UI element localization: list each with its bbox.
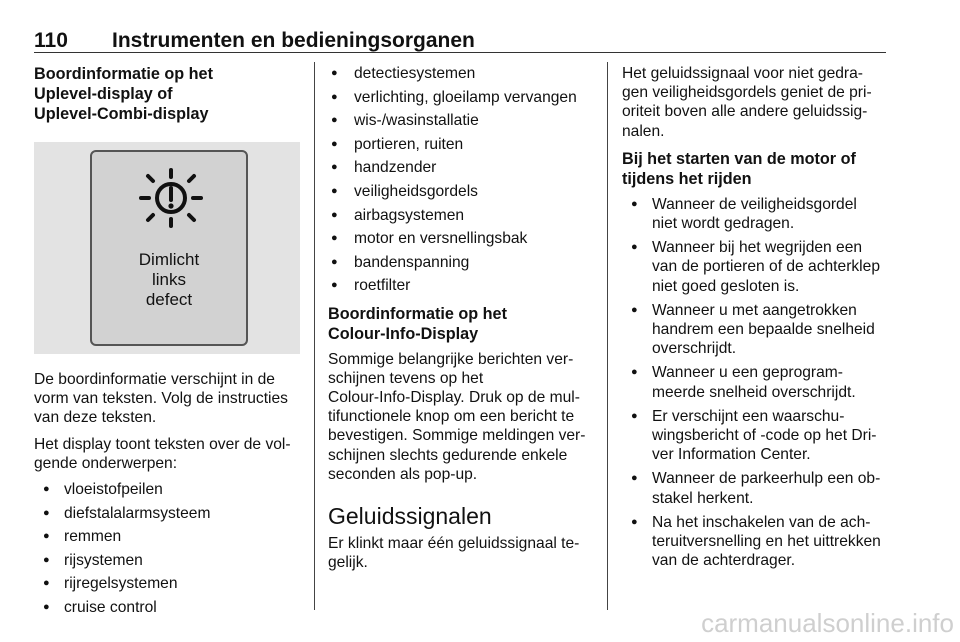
message-line: Dimlicht bbox=[138, 250, 200, 269]
list-item: ● Er verschijnt een waarschu- wingsbericht of -code op het Dri- ver Information Center. bbox=[622, 407, 890, 465]
topics-paragraph: Het display toont teksten over de vol- gende onderwerpen: bbox=[34, 435, 291, 472]
list-item: ● rijsystemen bbox=[34, 551, 300, 570]
heading-line: Uplevel-display of bbox=[34, 85, 173, 103]
list-item: ● detectiesystemen bbox=[328, 64, 592, 83]
column-2 bbox=[328, 64, 592, 579]
list-item: ● motor en versnellingsbak bbox=[328, 229, 592, 248]
list-item: ● remmen bbox=[34, 527, 300, 546]
list-item: ● Wanneer u met aangetrokken handrem een bepaalde snelheid overschrijdt. bbox=[622, 301, 890, 359]
column-3 bbox=[622, 64, 890, 578]
list-item: ● veiligheidsgordels bbox=[328, 182, 592, 201]
list-item: ● cruise control bbox=[34, 598, 300, 617]
list-item: ● wis-/wasinstallatie bbox=[328, 111, 592, 130]
column-1 bbox=[34, 64, 300, 625]
section-heading-uplevel bbox=[34, 64, 300, 124]
section-heading-starting: Bij het starten van de motor of tijdens het rijden bbox=[622, 149, 856, 188]
list-item: ● roetfilter bbox=[328, 276, 592, 295]
column-divider-2 bbox=[607, 62, 608, 610]
section-heading-colour-info: Boordinformatie op het Colour-Info-Display bbox=[328, 304, 507, 343]
list-item: ● verlichting, gloeilamp vervangen bbox=[328, 88, 592, 107]
heading-line: Uplevel-Combi-display bbox=[34, 105, 209, 123]
priority-paragraph: Het geluidssignaal voor niet gedra- gen veiligheidsgordels geniet de pri- oriteit boven alle andere geluidssig- nalen. bbox=[622, 65, 872, 140]
topics-list bbox=[34, 480, 300, 617]
intro-paragraph: De boordinformatie verschijnt in de vorm van teksten. Volg de instructies van deze teksten. bbox=[34, 371, 288, 427]
conditions-list bbox=[622, 195, 890, 571]
list-item: ● Wanneer de parkeerhulp een ob- stakel herkent. bbox=[622, 469, 890, 507]
list-item: ● diefstalalarmsysteem bbox=[34, 504, 300, 523]
list-item: ● handzender bbox=[328, 158, 592, 177]
list-item: ● bandenspanning bbox=[328, 253, 592, 272]
display-message bbox=[92, 250, 246, 310]
display-illustration bbox=[34, 142, 300, 354]
page-title: Instrumenten en bedieningsorganen bbox=[112, 29, 475, 52]
column-divider-1 bbox=[314, 62, 315, 610]
list-item: ● Wanneer de veiligheidsgordel niet wordt gedragen. bbox=[622, 195, 890, 233]
heading-line: Boordinformatie op het bbox=[34, 65, 213, 83]
page-number: 110 bbox=[34, 29, 68, 52]
page-header bbox=[34, 30, 886, 53]
lamp-defect-icon bbox=[136, 166, 206, 232]
list-item: ● Na het inschakelen van de ach- teruitversnelling en het uittrekken van de achterdrager. bbox=[622, 513, 890, 571]
message-line: links bbox=[151, 270, 186, 289]
section-title-geluidssignalen: Geluidssignalen bbox=[328, 502, 492, 529]
topics-list-continued bbox=[328, 64, 592, 296]
display-screen bbox=[90, 150, 248, 346]
colour-info-paragraph: Sommige belangrijke berichten ver- schijnen tevens op het Colour-Info-Display. Druk op de mul- tifunctionele knop om een bericht te bevestigen. Sommige meldingen ver- schijnen slechts gedurende enkele seconden als pop-up. bbox=[328, 350, 586, 483]
list-item: ● vloeistofpeilen bbox=[34, 480, 300, 499]
list-item: ● airbagsystemen bbox=[328, 206, 592, 225]
sound-paragraph: Er klinkt maar één geluidssignaal te- gelijk. bbox=[328, 534, 580, 572]
list-item: ● portieren, ruiten bbox=[328, 135, 592, 154]
watermark: carmanualsonline.info bbox=[701, 608, 954, 638]
message-line: defect bbox=[145, 290, 193, 309]
list-item: ● rijregelsystemen bbox=[34, 574, 300, 593]
list-item: ● Wanneer u een geprogram- meerde snelheid overschrijdt. bbox=[622, 363, 890, 401]
list-item: ● Wanneer bij het wegrijden een van de portieren of de achterklep niet goed gesloten is. bbox=[622, 238, 890, 296]
